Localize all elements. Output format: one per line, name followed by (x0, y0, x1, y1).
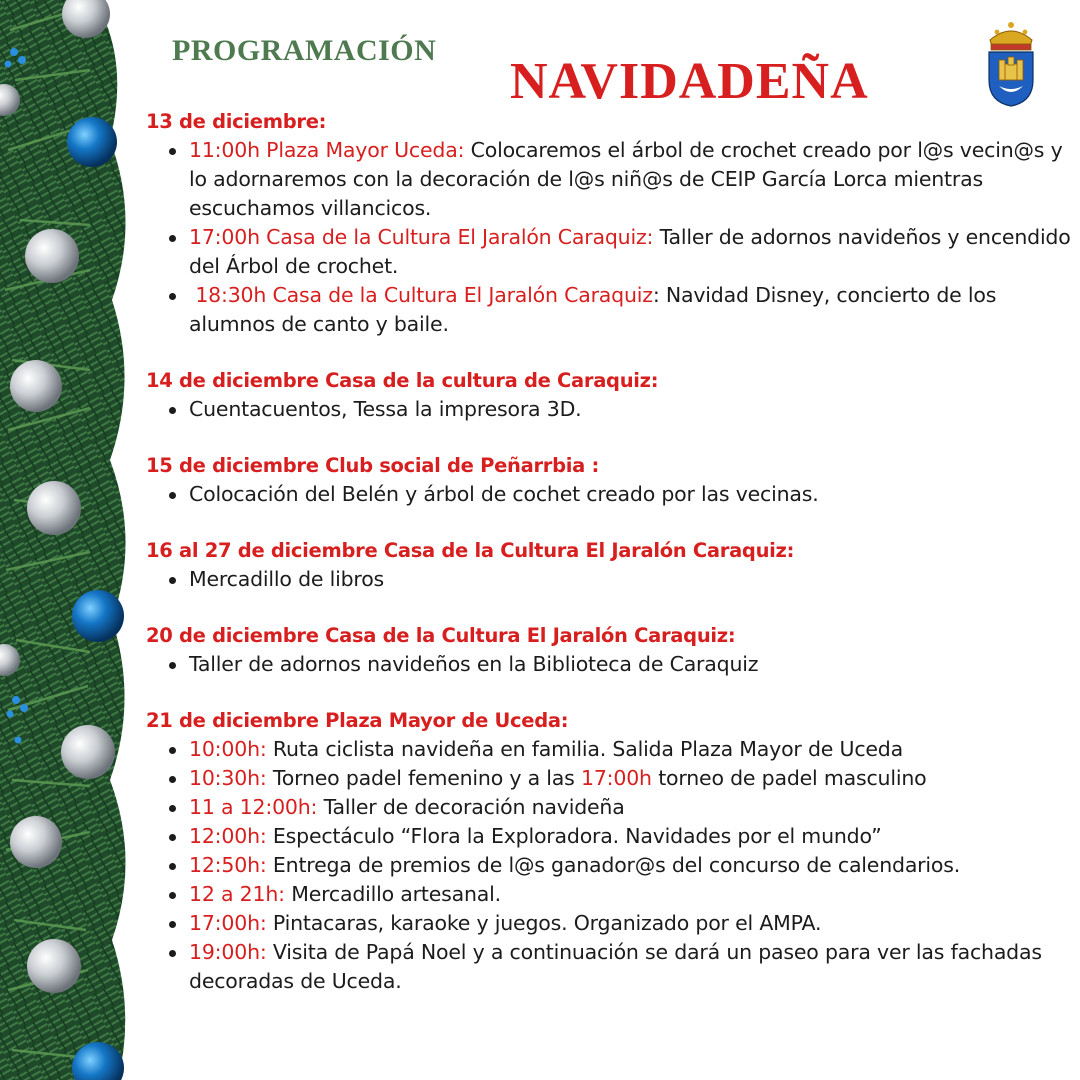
event-text: Entrega de premios de l@s ganador@s del concurso de calendarios. (272, 853, 961, 877)
program-content (146, 108, 1076, 996)
day-heading: 15 de diciembre Club social de Peñarrbia : (146, 454, 599, 477)
event-list (146, 565, 1076, 594)
day-heading: 20 de diciembre Casa de la Cultura El Jaralón Caraquiz: (146, 624, 736, 647)
list-item (146, 851, 1076, 880)
event-text: Torneo padel femenino y a las (272, 766, 575, 790)
event-text: Cuentacuentos, Tessa la impresora 3D. (189, 397, 582, 421)
day-section (146, 537, 1076, 594)
event-time: 17:00h Casa de la Cultura El Jaralón Caraquiz: (189, 225, 654, 249)
list-item (146, 480, 1076, 509)
event-time: 17:00h: (189, 911, 267, 935)
day-section (146, 452, 1076, 509)
event-text: Taller de adornos navideños y encendido del Árbol de crochet. (189, 225, 1071, 278)
list-item (146, 223, 1076, 281)
event-text: Ruta ciclista navideña en familia. Salida Plaza Mayor de Uceda (272, 737, 903, 761)
list-item (146, 822, 1076, 851)
list-item (146, 880, 1076, 909)
event-text: Taller de decoración navideña (323, 795, 625, 819)
event-text: Taller de adornos navideños en la Biblioteca de Caraquiz (189, 652, 759, 676)
coat-of-arms-icon (984, 18, 1038, 108)
event-list (146, 735, 1076, 996)
event-list (146, 650, 1076, 679)
event-text: : Navidad Disney, concierto de los alumnos de canto y baile. (189, 283, 997, 336)
event-text-secondary: torneo de padel masculino (658, 766, 927, 790)
event-text: Colocación del Belén y árbol de cochet creado por las vecinas. (189, 482, 819, 506)
day-heading: 16 al 27 de diciembre Casa de la Cultura El Jaralón Caraquiz: (146, 539, 795, 562)
list-item (146, 735, 1076, 764)
list-item (146, 395, 1076, 424)
day-section (146, 108, 1076, 339)
event-time: 12 a 21h: (189, 882, 285, 906)
event-time: 10:00h: (189, 737, 267, 761)
day-section (146, 622, 1076, 679)
event-list (146, 136, 1076, 339)
event-text: Colocaremos el árbol de crochet creado por l@s vecin@s y lo adornaremos con la decoración de l@s niñ@s de CEIP García Lorca mientras escuchamos villancicos. (189, 138, 1063, 220)
day-heading: 21 de diciembre Plaza Mayor de Uceda: (146, 709, 569, 732)
list-item (146, 764, 1076, 793)
event-text: Espectáculo “Flora la Exploradora. Navidades por el mundo” (272, 824, 882, 848)
list-item (146, 909, 1076, 938)
event-text: Mercadillo artesanal. (291, 882, 501, 906)
list-item (146, 793, 1076, 822)
day-heading: 14 de diciembre Casa de la cultura de Caraquiz: (146, 369, 659, 392)
event-time-secondary: 17:00h (580, 766, 652, 790)
event-text: Visita de Papá Noel y a continuación se dará un paseo para ver las fachadas decoradas de Uceda. (189, 940, 1042, 993)
event-time: 12:50h: (189, 853, 267, 877)
christmas-garland-decoration (0, 0, 140, 1080)
event-text: Pintacaras, karaoke y juegos. Organizado por el AMPA. (272, 911, 822, 935)
list-item (146, 565, 1076, 594)
event-list (146, 480, 1076, 509)
title-programacion: PROGRAMACIÓN (172, 34, 437, 67)
event-time: 10:30h: (189, 766, 267, 790)
list-item (146, 281, 1076, 339)
event-time: 12:00h: (189, 824, 267, 848)
day-section (146, 707, 1076, 996)
event-list (146, 395, 1076, 424)
event-time: 11:00h Plaza Mayor Uceda: (189, 138, 465, 162)
title-navidadena: NAVIDADEÑA (510, 53, 869, 110)
event-time: 19:00h: (189, 940, 267, 964)
list-item (146, 650, 1076, 679)
event-text: Mercadillo de libros (189, 567, 385, 591)
list-item (146, 136, 1076, 223)
event-time: 11 a 12:00h: (189, 795, 318, 819)
list-item (146, 938, 1076, 996)
day-section (146, 367, 1076, 424)
day-heading: 13 de diciembre: (146, 110, 327, 133)
event-time: 18:30h Casa de la Cultura El Jaralón Caraquiz (189, 283, 653, 307)
